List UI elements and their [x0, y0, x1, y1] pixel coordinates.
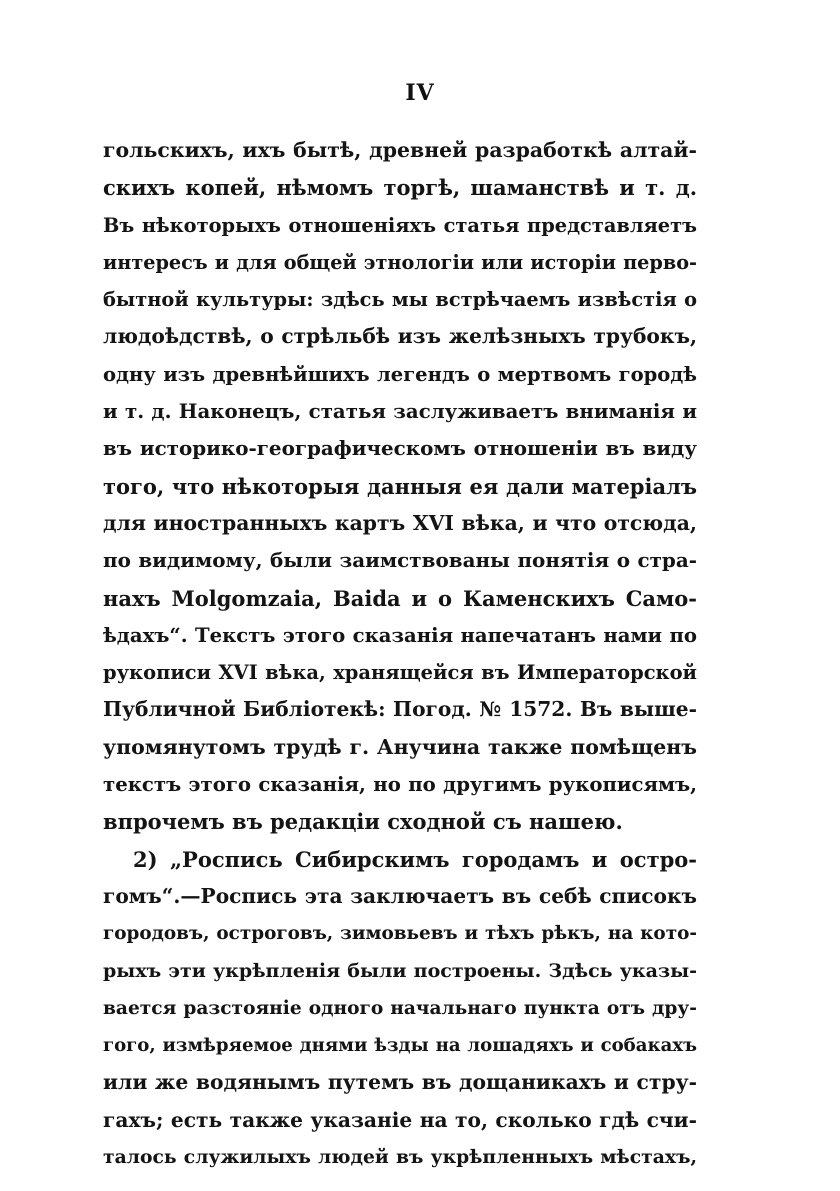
text-line-paragraph-end: впрочемъ въ редакціи сходной съ нашею. — [103, 809, 623, 835]
text-line: интересъ и для общей этнологіи или исторіи перво- — [103, 250, 697, 274]
text-line-paragraph-start: 2) „Роспись Сибирскимъ городамъ и остро- — [133, 846, 697, 872]
text-line: рукописи XVI вѣка, хранящейся въ Императорской — [103, 661, 697, 685]
text-line: вается разстояніе одного начальнаго пункта отъ дру- — [103, 997, 697, 1019]
text-line: и т. д. Наконецъ, статья заслуживаетъ вниманія и — [103, 399, 697, 424]
text-line: скихъ копей, нѣмомъ торгѣ, шаманствѣ и т. д. — [103, 175, 697, 201]
text-line: ѣдахъ“. Текстъ этого сказанія напечатанъ нами по — [103, 623, 697, 647]
text-line: по видимому, были заимствованы понятія о стра- — [103, 548, 697, 573]
text-line: Публичной Библіотекѣ: Погод. № 1572. Въ выше- — [103, 697, 697, 722]
text-line: или же водянымъ путемъ въ дощаникахъ и стру- — [103, 1070, 697, 1095]
text-line: въ историко-географическомъ отношеніи въ виду — [103, 436, 697, 461]
text-line: рыхъ эти укрѣпленія были построены. Здѣсь указы- — [103, 959, 697, 982]
body-text — [103, 132, 697, 1176]
text-line: гахъ; есть также указаніе на то, сколько гдѣ счи- — [103, 1107, 697, 1132]
text-line: бытной культуры: здѣсь мы встрѣчаемъ извѣстія о — [103, 288, 697, 312]
text-line: одну изъ древнѣйшихъ легендъ о мертвомъ городѣ — [103, 362, 697, 386]
text-line: талось служилыхъ людей въ укрѣпленныхъ мѣстахъ, — [103, 1146, 697, 1169]
text-line: упомянутомъ трудѣ г. Анучина также помѣщенъ — [103, 734, 697, 759]
page-number: IV — [405, 80, 435, 106]
text-line: гомъ“.—Роспись эта заключаетъ въ себѣ списокъ — [103, 883, 697, 908]
text-line: нахъ Molgomzaia, Baida и о Каменскихъ Само- — [103, 585, 697, 611]
text-line: гого, измѣряемое днями ѣзды на лошадяхъ и собакахъ — [103, 1035, 697, 1057]
text-line: Въ нѣкоторыхъ отношеніяхъ статья представляетъ — [103, 213, 697, 237]
text-line: текстъ этого сказанія, но по другимъ рукописямъ, — [103, 773, 697, 797]
text-line: людоѣдствѣ, о стрѣльбѣ изъ желѣзныхъ трубокъ, — [103, 324, 697, 349]
text-line: городовъ, остроговъ, зимовьевъ и тѣхъ рѣкъ, на кото- — [103, 923, 697, 945]
text-line: того, что нѣкоторыя данныя ея дали матеріалъ — [103, 473, 697, 499]
text-line: гольскихъ, ихъ бытѣ, древней разработкѣ алтай- — [103, 138, 697, 162]
text-line: для иностранныхъ картъ XVI вѣка, и что отсюда, — [103, 510, 697, 535]
